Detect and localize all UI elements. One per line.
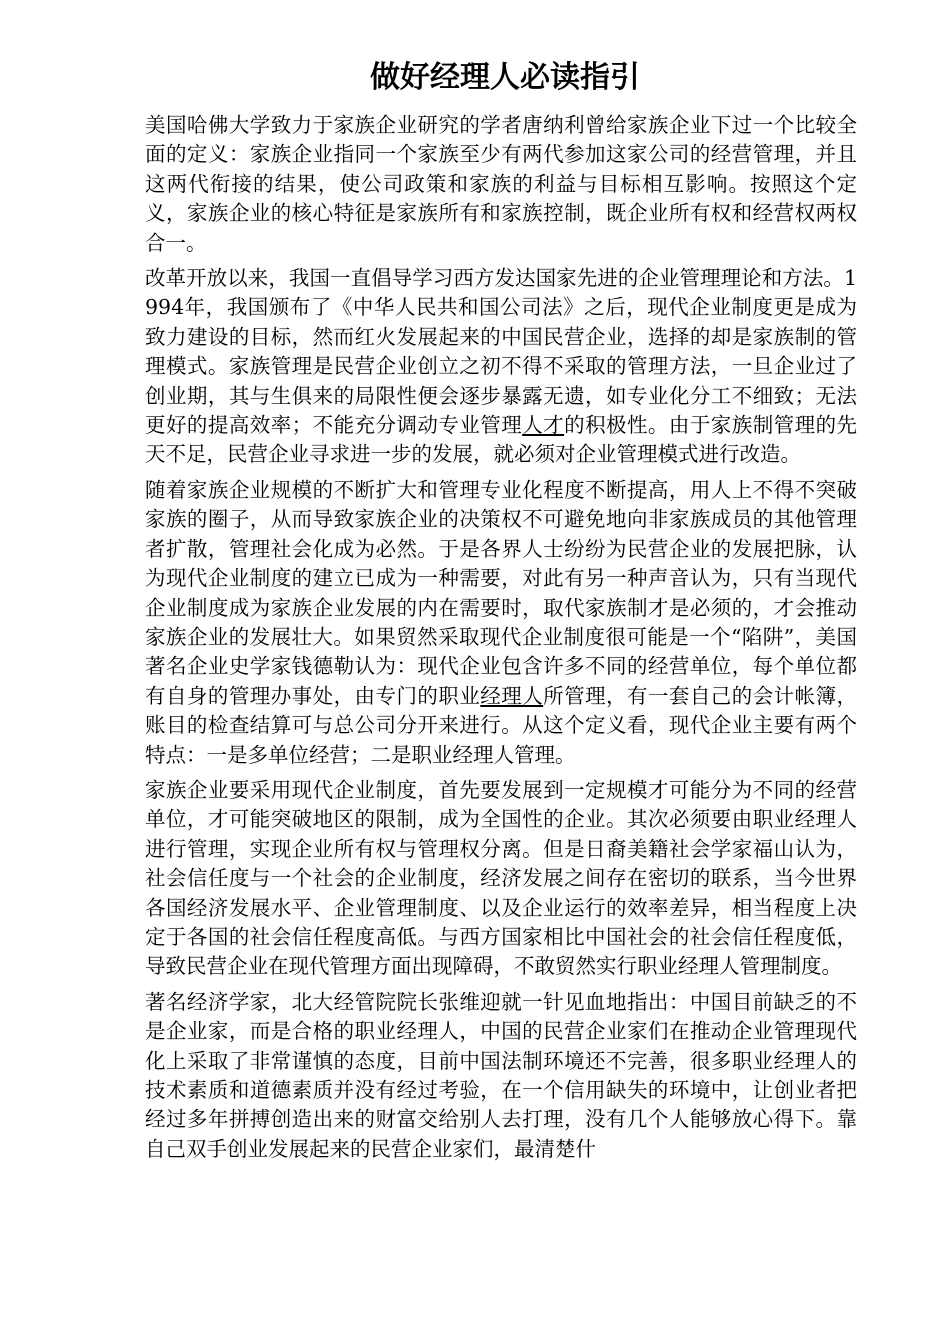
paragraph-text-continued: 所管理，有一套自己的会计帐簿，账目的检查结算可与总公司分开来进行。从这个定义看，现代企业主要有两个特点：一是多单位经营；二是职业经理人管理。 xyxy=(145,683,858,767)
paragraph-text: 改革开放以来，我国一直倡导学习西方发达国家先进的企业管理理论和方法。1994年，我国颁布了《中华人民共和国公司法》之后，现代企业制度更是成为致力建设的目标，然而红火发展起来的中国民营企业，选择的却是家族制的管理模式。家族管理是民营企业创立之初不得不采取的管理方法，一旦企业过了创业期，其与生俱来的局限性便会逐步暴露无遗，如专业化分工不细致；无法更好的提高效率；不能充分调动专业管理 xyxy=(145,266,857,438)
paragraph-text: 家族企业要采用现代企业制度，首先要发展到一定规模才可能分为不同的经营单位，才可能突破地区的限制，成为全国性的企业。其次必须要由职业经理人进行管理，实现企业所有权与管理权分离。但是日裔美籍社会学家福山认为，社会信任度与一个社会的企业制度，经济发展之间存在密切的联系，当今世界各国经济发展水平、企业管理制度、以及企业运行的效率差异，相当程度上决定于各国的社会信任程度高低。与西方国家相比中国社会的社会信任程度低，导致民营企业在现代管理方面出现障碍，不敢贸然实行职业经理人管理制度。 xyxy=(145,777,857,979)
paragraph-3 xyxy=(145,476,857,770)
paragraph-text: 美国哈佛大学致力于家族企业研究的学者唐纳利曾给家族企业下过一个比较全面的定义：家族企业指同一个家族至少有两代参加这家公司的经营管理，并且这两代衔接的结果，使公司政策和家族的利益与目标相互影响。按照这个定义，家族企业的核心特征是家族所有和家族控制，既企业所有权和经营权两权合一。 xyxy=(145,113,857,255)
document-body xyxy=(145,111,857,1170)
paragraph-text-continued: 的积极性。由于家族制管理的先天不足，民营企业寻求进一步的发展，就必须对企业管理模式进行改造。 xyxy=(145,413,858,467)
paragraph-4 xyxy=(145,776,857,982)
paragraph-2 xyxy=(145,264,857,470)
paragraph-text: 著名经济学家，北大经管院院长张维迎就一针见血地指出：中国目前缺乏的不是企业家，而是合格的职业经理人，中国的民营企业家们在推动企业管理现代化上采取了非常谨慎的态度，目前中国法制环境还不完善，很多职业经理人的技术素质和道德素质并没有经过考验，在一个信用缺失的环境中，让创业者把经过多年拼搏创造出来的财富交给别人去打理，没有几个人能够放心得下。靠自己双手创业发展起来的民营企业家们，最清楚什 xyxy=(145,989,857,1161)
document-title: 做好经理人必读指引 xyxy=(370,60,640,95)
paragraph-text: 随着家族企业规模的不断扩大和管理专业化程度不断提高，用人上不得不突破家族的圈子，从而导致家族企业的决策权不可避免地向非家族成员的其他管理者扩散，管理社会化成为必然。于是各界人士纷纷为民营企业的发展把脉，认为现代企业制度的建立已成为一种需要，对此有另一种声音认为，只有当现代企业制度成为家族企业发展的内在需要时，取代家族制才是必须的，才会推动家族企业的发展壮大。如果贸然采取现代企业制度很可能是一个“陷阱”，美国著名企业史学家钱德勒认为：现代企业包含许多不同的经营单位，每个单位都有自身的管理办事处，由专门的职业 xyxy=(145,477,857,708)
link-manager[interactable]: 经理人 xyxy=(480,683,544,708)
paragraph-1 xyxy=(145,111,857,258)
link-talent[interactable]: 人才 xyxy=(522,413,565,438)
paragraph-5 xyxy=(145,988,857,1164)
